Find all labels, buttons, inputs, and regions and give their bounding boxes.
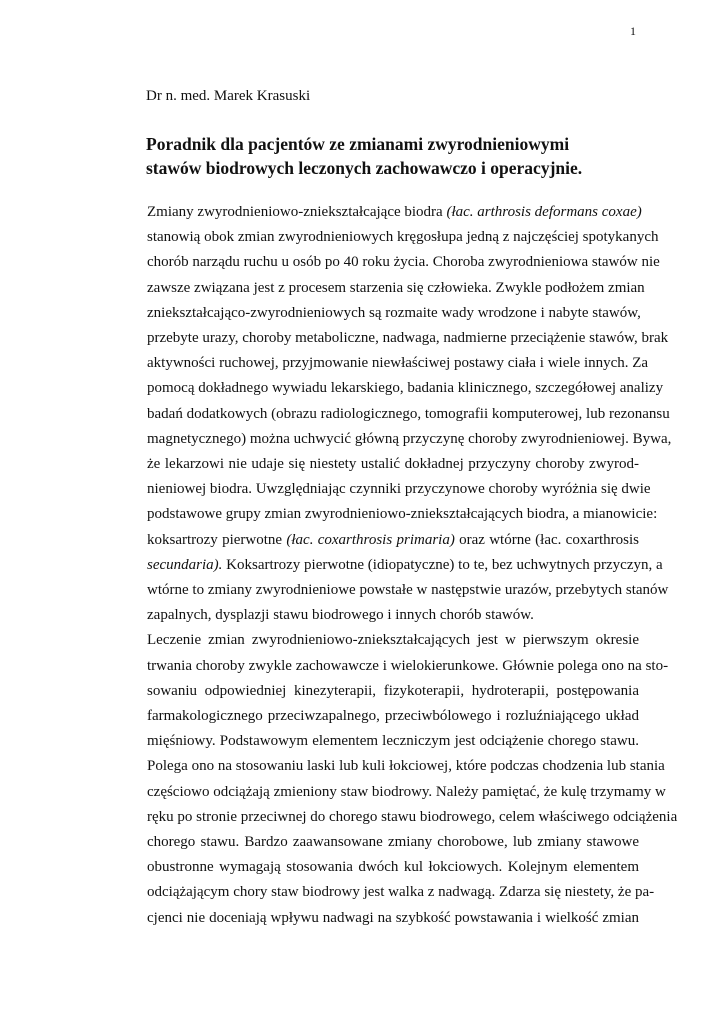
text-line: farmakologicznego przeciwzapalnego, przeciwbólowego i rozluźniającego układ — [147, 708, 639, 725]
text-line: częściowo odciążają zmieniony staw biodrowy. Należy pamiętać, że kulę trzymamy w — [147, 783, 666, 800]
text-line: trwania choroby zwykle zachowawcze i wielokierunkowe. Głównie polega ono na sto- — [147, 657, 669, 674]
text-line: cjenci nie doceniają wpływu nadwagi na szybkość powstawania i wielkość zmian — [147, 909, 639, 926]
text-line: chorób narządu ruchu u osób po 40 roku życia. Choroba zwyrodnieniowa stawów nie — [147, 254, 660, 271]
text-line: sowaniu odpowiedniej kinezyterapii, fizykoterapii, hydroterapii, postępowania — [147, 682, 639, 699]
text-line: magnetycznego) można uchwycić główną przyczynę choroby zwyrodnieniowej. Bywa, — [147, 430, 672, 447]
document-title — [146, 132, 666, 180]
text-line: Zmiany zwyrodnieniowo-zniekształcające biodra (łac. arthrosis deformans coxae) — [147, 204, 642, 220]
text-line: chorego stawu. Bardzo zaawansowane zmiany chorobowe, lub zmiany stawowe — [147, 834, 639, 851]
author-line: Dr n. med. Marek Krasuski — [146, 88, 311, 104]
text-line: ręku po stronie przeciwnej do chorego stawu biodrowego, celem właściwego odciążenia — [147, 808, 678, 825]
paragraph-treatment — [121, 628, 678, 930]
text-line: zniekształcająco-zwyrodnieniowych są rozmaite wady wrodzone i nabyte stawów, — [147, 304, 641, 321]
title-line: stawów biodrowych leczonych zachowawczo i operacyjnie. — [146, 158, 583, 178]
text-line: badań dodatkowych (obrazu radiologicznego, tomografii komputerowej, lub rezonansu — [147, 405, 670, 422]
text-line: zapalnych, dysplazji stawu biodrowego i innych chorób stawów. — [147, 607, 534, 624]
text-line: zawsze związana jest z procesem starzenia się człowieka. Zwykle podłożem zmian — [147, 279, 645, 296]
text-line: koksartrozy pierwotne (łac. coxarthrosis primaria) oraz wtórne (łac. coxarthrosis — [147, 531, 639, 548]
text-line: przebyte urazy, choroby metaboliczne, nadwaga, nadmierne przeciążenie stawów, brak — [147, 330, 669, 347]
text-line: odciążającym chory staw biodrowy jest walka z nadwagą. Zdarza się niestety, że pa- — [147, 884, 655, 901]
text-line: Polega ono na stosowaniu laski lub kuli łokciowej, które podczas chodzenia lub stania — [147, 758, 665, 775]
text-line: wtórne to zmiany zwyrodnieniowe powstałe w następstwie urazów, przebytych stanów — [147, 582, 669, 599]
text-line: mięśniowy. Podstawowym elementem leczniczym jest odciążenie chorego stawu. — [147, 733, 639, 750]
text-line: aktywności ruchowej, przyjmowanie niewłaściwej postawy ciała i wiele innych. Za — [147, 355, 649, 372]
body-text — [121, 200, 678, 931]
text-line: secundaria). Koksartrozy pierwotne (idiopatyczne) to te, bez uchwytnych przyczyn, a — [147, 556, 663, 573]
title-line: Poradnik dla pacjentów ze zmianami zwyrodnieniowymi — [146, 134, 570, 154]
text-line: nieniowej biodra. Uwzględniając czynniki przyczynowe choroby wyróżnia się dwie — [147, 481, 651, 498]
paragraph-arthrosis-description — [121, 200, 672, 628]
page-number: 1 — [630, 24, 636, 38]
text-line: stanowią obok zmian zwyrodnieniowych kręgosłupa jedną z najczęściej spotykanych — [147, 229, 659, 246]
text-line: że lekarzowi nie udaje się niestety ustalić dokładnej przyczyny choroby zwyrod- — [147, 456, 639, 473]
text-line: pomocą dokładnego wywiadu lekarskiego, badania klinicznego, szczegółowej analizy — [147, 380, 664, 397]
text-line: podstawowe grupy zmian zwyrodnieniowo-zniekształcających biodra, a mianowicie: — [147, 506, 658, 523]
text-line: obustronne wymagają stosowania dwóch kul łokciowych. Kolejnym elementem — [147, 859, 639, 876]
text-line: Leczenie zmian zwyrodnieniowo-zniekształcających jest w pierwszym okresie — [147, 632, 639, 649]
